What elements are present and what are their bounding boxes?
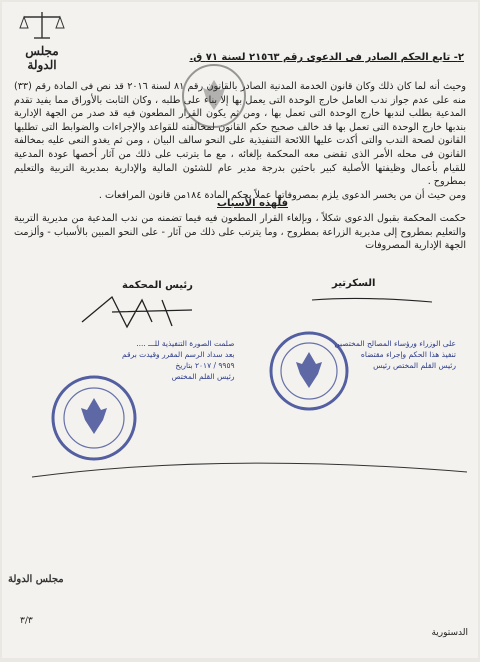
eagle-icon bbox=[203, 80, 225, 110]
eagle-icon bbox=[296, 352, 322, 388]
reasons-title: فلهذه الأسباب bbox=[217, 198, 288, 209]
president-signature bbox=[72, 292, 222, 332]
scales-of-justice-icon bbox=[10, 8, 74, 44]
right-official-seal bbox=[266, 328, 352, 414]
stamp-line: رئيس القلم المختص رئيس bbox=[373, 361, 456, 370]
footer-note: الدستورية bbox=[431, 628, 468, 638]
cancel-stroke bbox=[22, 442, 472, 482]
reasoning-paragraph: وحيث أنه لما كان ذلك وكان قانون الخدمة المدنية الصادر بالقانون رقم ٨١ لسنة ٢٠١٦ قد نص فى المادة رقم (٣٣) منه على عدم جواز ندب العامل خارج الوحدة التى يعمل بها إلا بناء على طلبه ، وكان الثابت بالأوراق مما يفيد تقدم المدعية بطلب لندبها خارج الوحدة التى تعمل بها ، ومن ثم يكون القرار المطعون فيه قد صدر من الجهة الإدارية بندبها خارج الوحدة التى تعمل بها قد خالف صحيح حكم القانون لمخالفته للقواعد والإجراءات والضوابط التى تطلبها القانون لصحة الندب والتى أكدت عليها اللائحة التنفيذية على النحو سالف البيان ، ومن ثم يغدو النعى عليه بمخالفة القانون فى محله الأمر الذى تقضى معه المحكمة بإلغائه ، مع ما يترتب على ذلك من آثار أخصها عودة المدعية للقيام بأعمال وظيفتها الأصلية كبير باحثين بدرجة مدير عام للشئون المالية والإدارية بمديرية التربية والتعليم بمطروح . bbox=[14, 81, 467, 188]
header-seal bbox=[178, 60, 250, 132]
ruling-text: حكمت المحكمة بقبول الدعوى شكلاً ، وبإلغاء القرار المطعون فيه فيما تضمنه من ندب المدعية من مديرية التربية والتعليم بمطروح إلى مديرية الزراعة بمطروح ، وما يترتب على ذلك من آثار - على النحو المبين بالأسباب - وألزمت الجهة الإدارية المصروفات bbox=[14, 213, 466, 252]
stamp-line: رئيس القلم المختص bbox=[171, 372, 235, 381]
council-logo bbox=[10, 8, 74, 72]
page-number: ٣/٣ bbox=[20, 616, 33, 626]
stamp-line: بعد سداد الرسم المقرر وقيدت برقم bbox=[122, 350, 235, 359]
eagle-icon bbox=[81, 398, 107, 434]
secretary-label: السكرتير bbox=[332, 278, 376, 289]
execution-order-stamp bbox=[334, 338, 456, 371]
document-page bbox=[2, 2, 478, 658]
case-header: ٢- تابع الحكم الصادر فى الدعوى رقم ٢١٥٦٣ لسنة ٧١ ق. bbox=[189, 52, 464, 63]
secretary-signature bbox=[302, 292, 442, 322]
footer-logo-text: مجلس الدولة bbox=[8, 574, 64, 585]
logo-text: مجلس الدولة bbox=[25, 44, 59, 72]
costs-paragraph: ومن حيث أن من يخسر الدعوى يلزم بمصروفاتها عملاً بحكم المادة ١٨٤من قانون المرافعات . bbox=[98, 189, 466, 201]
stamp-line: ٩٩٥٩ / ٢٠١٧ بتاريخ bbox=[175, 361, 235, 370]
stamp-line: تنفيذ هذا الحكم وإجراء مقتضاه bbox=[360, 350, 456, 359]
stamp-line: على الوزراء ورؤساء المصالح المختصين bbox=[334, 339, 456, 348]
stamp-line: صلمت الصورة التنفيذية للـــ .... bbox=[136, 339, 235, 348]
president-label: رئيس المحكمة bbox=[122, 280, 193, 291]
